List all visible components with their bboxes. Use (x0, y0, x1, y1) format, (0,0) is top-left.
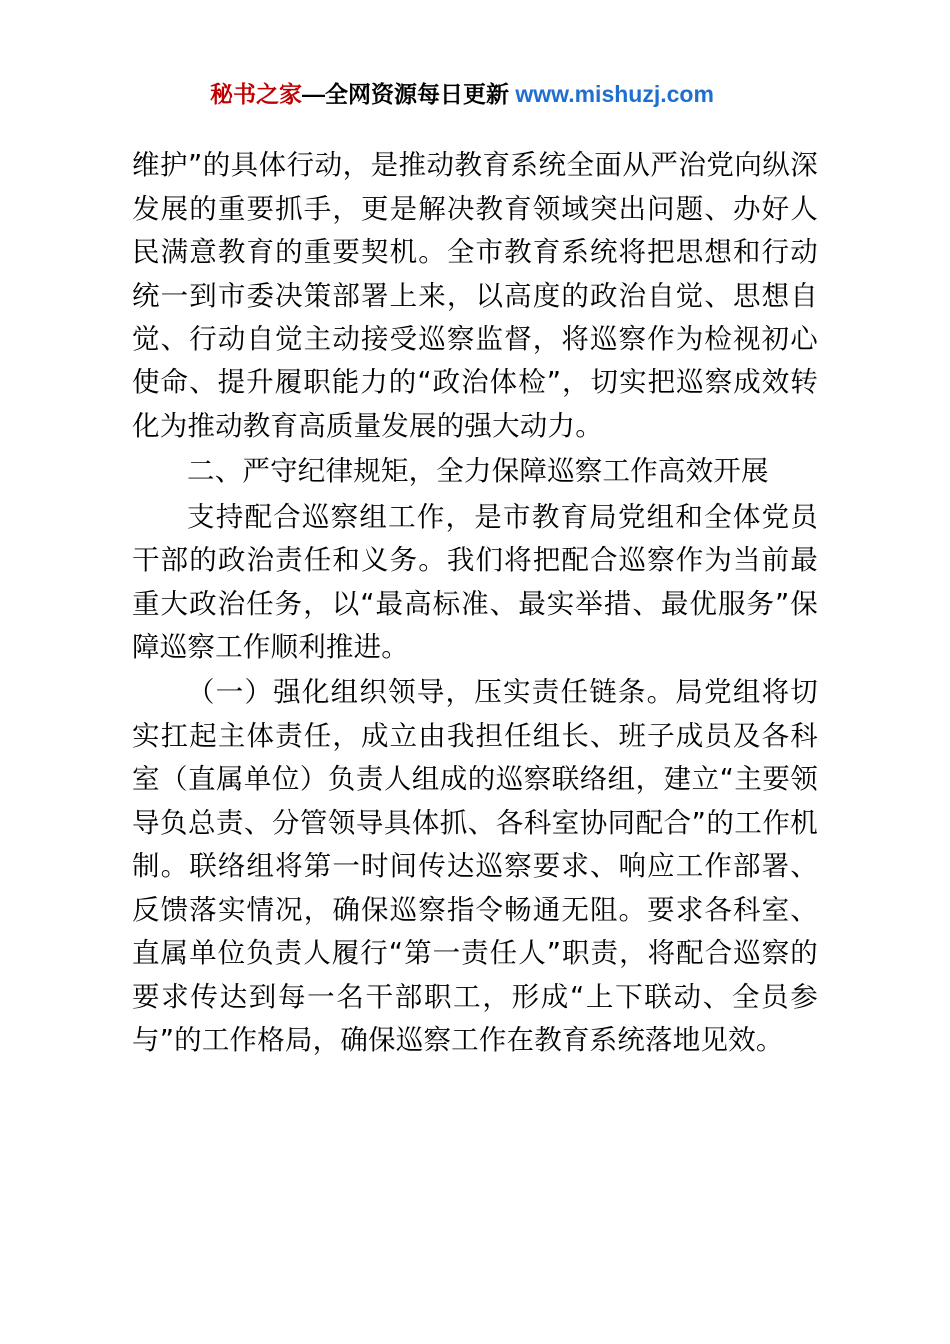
site-url-link[interactable]: www.mishuzj.com (515, 81, 714, 107)
site-brand-name: 秘书之家 (210, 81, 302, 107)
paragraph-item-one: （一）强化组织领导，压实责任链条。局党组将切实扛起主体责任，成立由我担任组长、班子成员及各科室（直属单位）负责人组成的巡察联络组，建立“主要领导负总责、分管领导具体抓、各科室协同配合”的工作机制。联络组将第一时间传达巡察要求、响应工作部署、反馈落实情况，确保巡察指令畅通无阻。要求各科室、直属单位负责人履行“第一责任人”职责，将配合巡察的要求传达到每一名干部职工，形成“上下联动、全员参与”的工作格局，确保巡察工作在教育系统落地见效。 (132, 676, 818, 1056)
document-body (132, 144, 818, 1062)
site-watermark-header (210, 78, 818, 110)
section-heading-two: 二、严守纪律规矩，全力保障巡察工作高效开展 (187, 455, 769, 488)
site-tagline: —全网资源每日更新 (302, 81, 516, 107)
paragraph-support-cooperation: 支持配合巡察组工作，是市教育局党组和全体党员干部的政治责任和义务。我们将把配合巡察作为当前最重大政治任务，以“最高标准、最实举措、最优服务”保障巡察工作顺利推进。 (132, 500, 818, 663)
paragraph-continuation: 维护”的具体行动，是推动教育系统全面从严治党向纵深发展的重要抓手，更是解决教育领域突出问题、办好人民满意教育的重要契机。全市教育系统将把思想和行动统一到市委决策部署上来，以高度的政治自觉、思想自觉、行动自觉主动接受巡察监督，将巡察作为检视初心使命、提升履职能力的“政治体检”，切实把巡察成效转化为推动教育高质量发展的强大动力。 (132, 149, 818, 442)
